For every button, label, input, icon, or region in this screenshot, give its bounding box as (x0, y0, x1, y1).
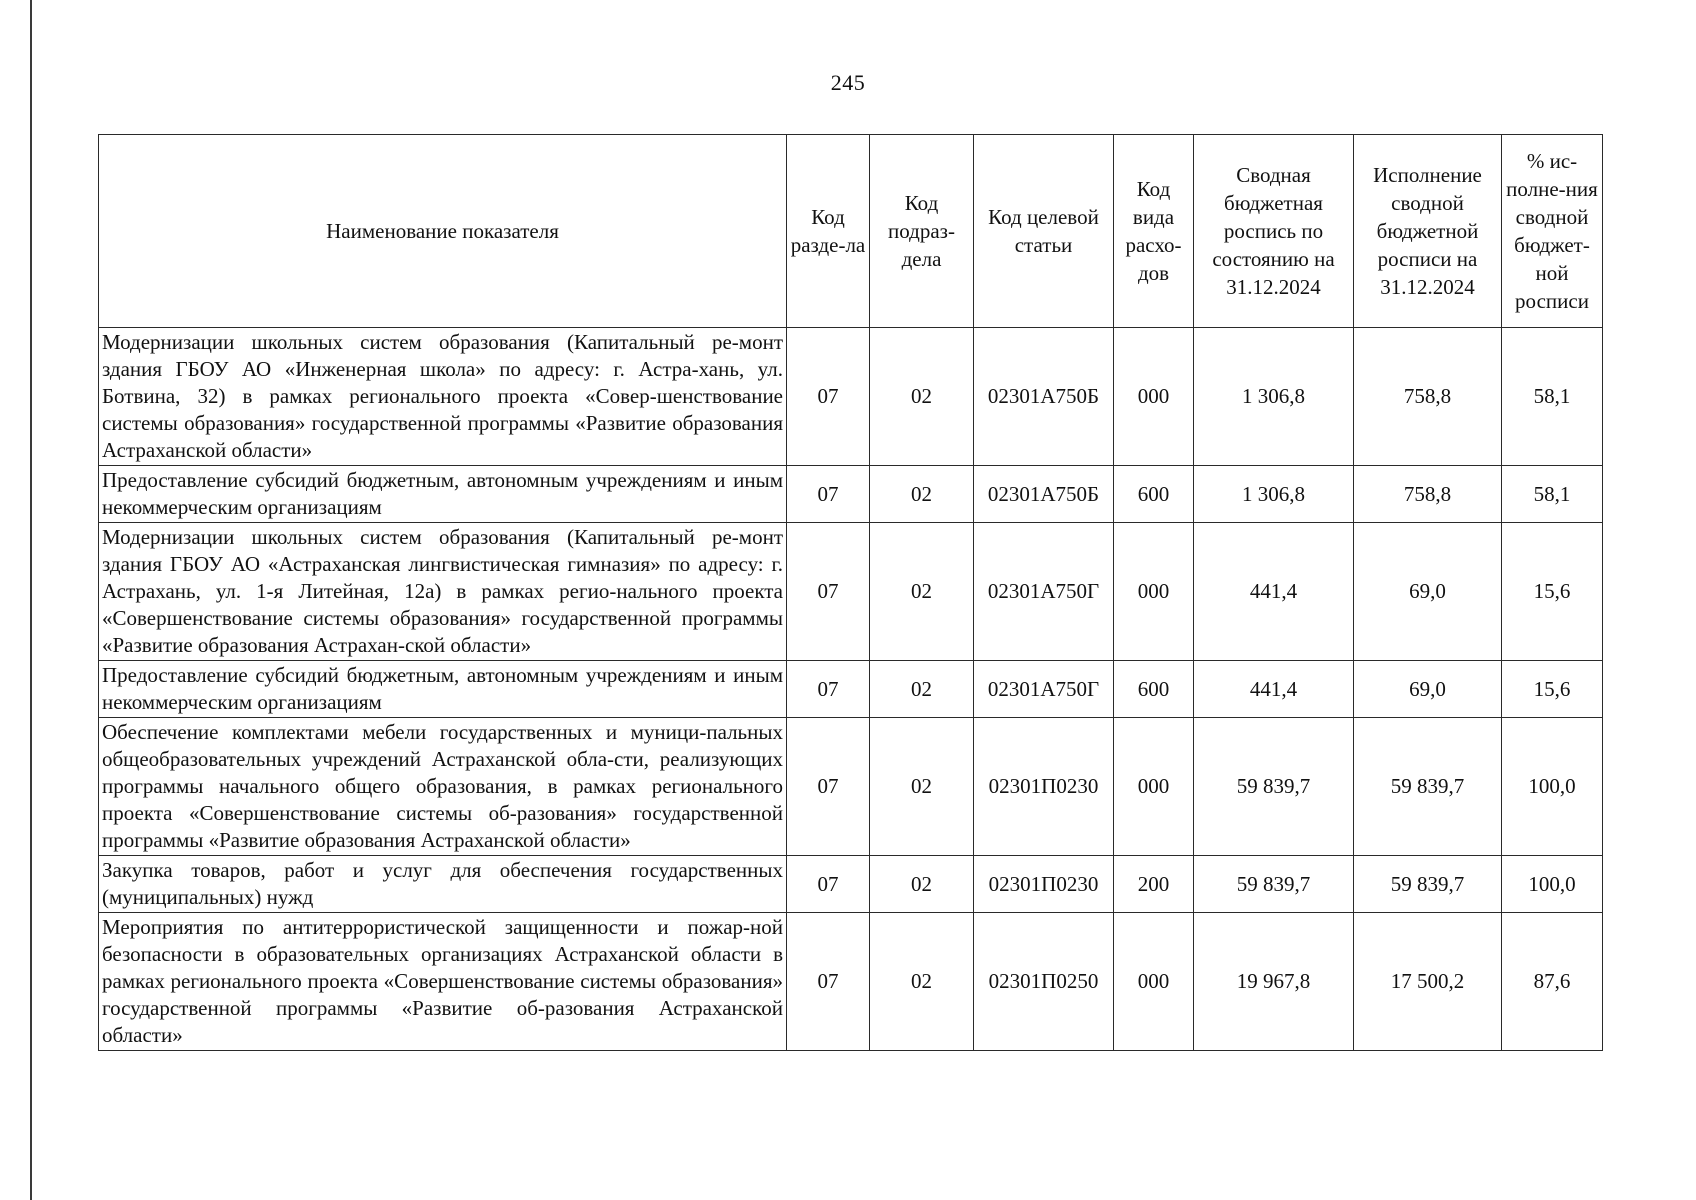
row-celevaya: 02301П0250 (974, 913, 1114, 1051)
row-pct: 100,0 (1502, 718, 1603, 856)
row-razdel: 07 (787, 718, 870, 856)
row-pct: 15,6 (1502, 661, 1603, 718)
header-celevaya: Код целевой статьи (974, 135, 1114, 328)
budget-execution-table (98, 134, 1603, 1051)
row-celevaya: 02301П0230 (974, 718, 1114, 856)
table-row (99, 328, 1603, 466)
row-razdel: 07 (787, 856, 870, 913)
row-podrazdel: 02 (870, 856, 974, 913)
row-podrazdel: 02 (870, 328, 974, 466)
row-razdel: 07 (787, 328, 870, 466)
row-pct: 100,0 (1502, 856, 1603, 913)
row-vid: 000 (1114, 913, 1194, 1051)
row-pct: 15,6 (1502, 523, 1603, 661)
row-celevaya: 02301A750Г (974, 661, 1114, 718)
row-isp: 17 500,2 (1354, 913, 1502, 1051)
row-vid: 000 (1114, 523, 1194, 661)
row-name: Обеспечение комплектами мебели государственных и муници-пальных общеобразовательных учреждений Астраханской обла-сти, реализующих программы начального общего образования, в рамках регионального проекта «Совершенствование системы об-разования» государственной программы «Развитие образования Астраханской области» (99, 718, 787, 856)
row-vid: 000 (1114, 718, 1194, 856)
row-podrazdel: 02 (870, 466, 974, 523)
row-plan: 19 967,8 (1194, 913, 1354, 1051)
row-name: Закупка товаров, работ и услуг для обеспечения государственных (муниципальных) нужд (99, 856, 787, 913)
table-row (99, 523, 1603, 661)
row-celevaya: 02301A750Б (974, 466, 1114, 523)
page-number: 245 (830, 70, 866, 95)
row-podrazdel: 02 (870, 913, 974, 1051)
table-row (99, 661, 1603, 718)
row-isp: 69,0 (1354, 523, 1502, 661)
row-celevaya: 02301A750Б (974, 328, 1114, 466)
row-vid: 000 (1114, 328, 1194, 466)
row-name: Мероприятия по антитеррористической защищенности и пожар-ной безопасности в образовательных организациях Астраханской области в рамках регионального проекта «Совершенствование системы образования» государственной программы «Развитие об-разования Астраханской области» (99, 913, 787, 1051)
row-pct: 87,6 (1502, 913, 1603, 1051)
header-pct: % ис-полне-ния сводной бюджет-ной росписи (1502, 135, 1603, 328)
row-isp: 59 839,7 (1354, 718, 1502, 856)
row-plan: 59 839,7 (1194, 718, 1354, 856)
row-name: Предоставление субсидий бюджетным, автономным учреждениям и иным некоммерческим организациям (99, 466, 787, 523)
row-pct: 58,1 (1502, 466, 1603, 523)
row-name: Модернизации школьных систем образования (Капитальный ре-монт здания ГБОУ АО «Астраханская лингвистическая гимназия» по адресу: г. Астрахань, ул. 1-я Литейная, 12а) в рамках регио-нального проекта «Совершенствование системы образования» государственной программы «Развитие образования Астрахан-ской области» (99, 523, 787, 661)
row-isp: 59 839,7 (1354, 856, 1502, 913)
row-vid: 200 (1114, 856, 1194, 913)
row-podrazdel: 02 (870, 718, 974, 856)
row-razdel: 07 (787, 913, 870, 1051)
row-plan: 441,4 (1194, 523, 1354, 661)
row-name: Предоставление субсидий бюджетным, автономным учреждениям и иным некоммерческим организациям (99, 661, 787, 718)
table-row (99, 466, 1603, 523)
table-header-row (99, 135, 1603, 328)
row-podrazdel: 02 (870, 661, 974, 718)
row-celevaya: 02301П0230 (974, 856, 1114, 913)
table-row (99, 718, 1603, 856)
row-podrazdel: 02 (870, 523, 974, 661)
header-plan: Сводная бюджетная роспись по состоянию на 31.12.2024 (1194, 135, 1354, 328)
left-margin-rule (30, 0, 32, 1200)
row-razdel: 07 (787, 661, 870, 718)
header-podrazdel: Код подраз-дела (870, 135, 974, 328)
row-isp: 758,8 (1354, 466, 1502, 523)
row-plan: 1 306,8 (1194, 466, 1354, 523)
row-isp: 758,8 (1354, 328, 1502, 466)
row-plan: 59 839,7 (1194, 856, 1354, 913)
row-celevaya: 02301A750Г (974, 523, 1114, 661)
row-vid: 600 (1114, 661, 1194, 718)
header-name: Наименование показателя (99, 135, 787, 328)
row-razdel: 07 (787, 523, 870, 661)
row-isp: 69,0 (1354, 661, 1502, 718)
header-vid: Код вида расхо-дов (1114, 135, 1194, 328)
row-pct: 58,1 (1502, 328, 1603, 466)
table-row (99, 856, 1603, 913)
row-name: Модернизации школьных систем образования (Капитальный ре-монт здания ГБОУ АО «Инженерная школа» по адресу: г. Астра-хань, ул. Ботвина, 32) в рамках регионального проекта «Совер-шенствование системы образования» государственной программы «Развитие образования Астраханской области» (99, 328, 787, 466)
header-isp: Исполнение сводной бюджетной росписи на 31.12.2024 (1354, 135, 1502, 328)
row-plan: 441,4 (1194, 661, 1354, 718)
table-row (99, 913, 1603, 1051)
header-razdel: Код разде-ла (787, 135, 870, 328)
row-plan: 1 306,8 (1194, 328, 1354, 466)
row-razdel: 07 (787, 466, 870, 523)
row-vid: 600 (1114, 466, 1194, 523)
